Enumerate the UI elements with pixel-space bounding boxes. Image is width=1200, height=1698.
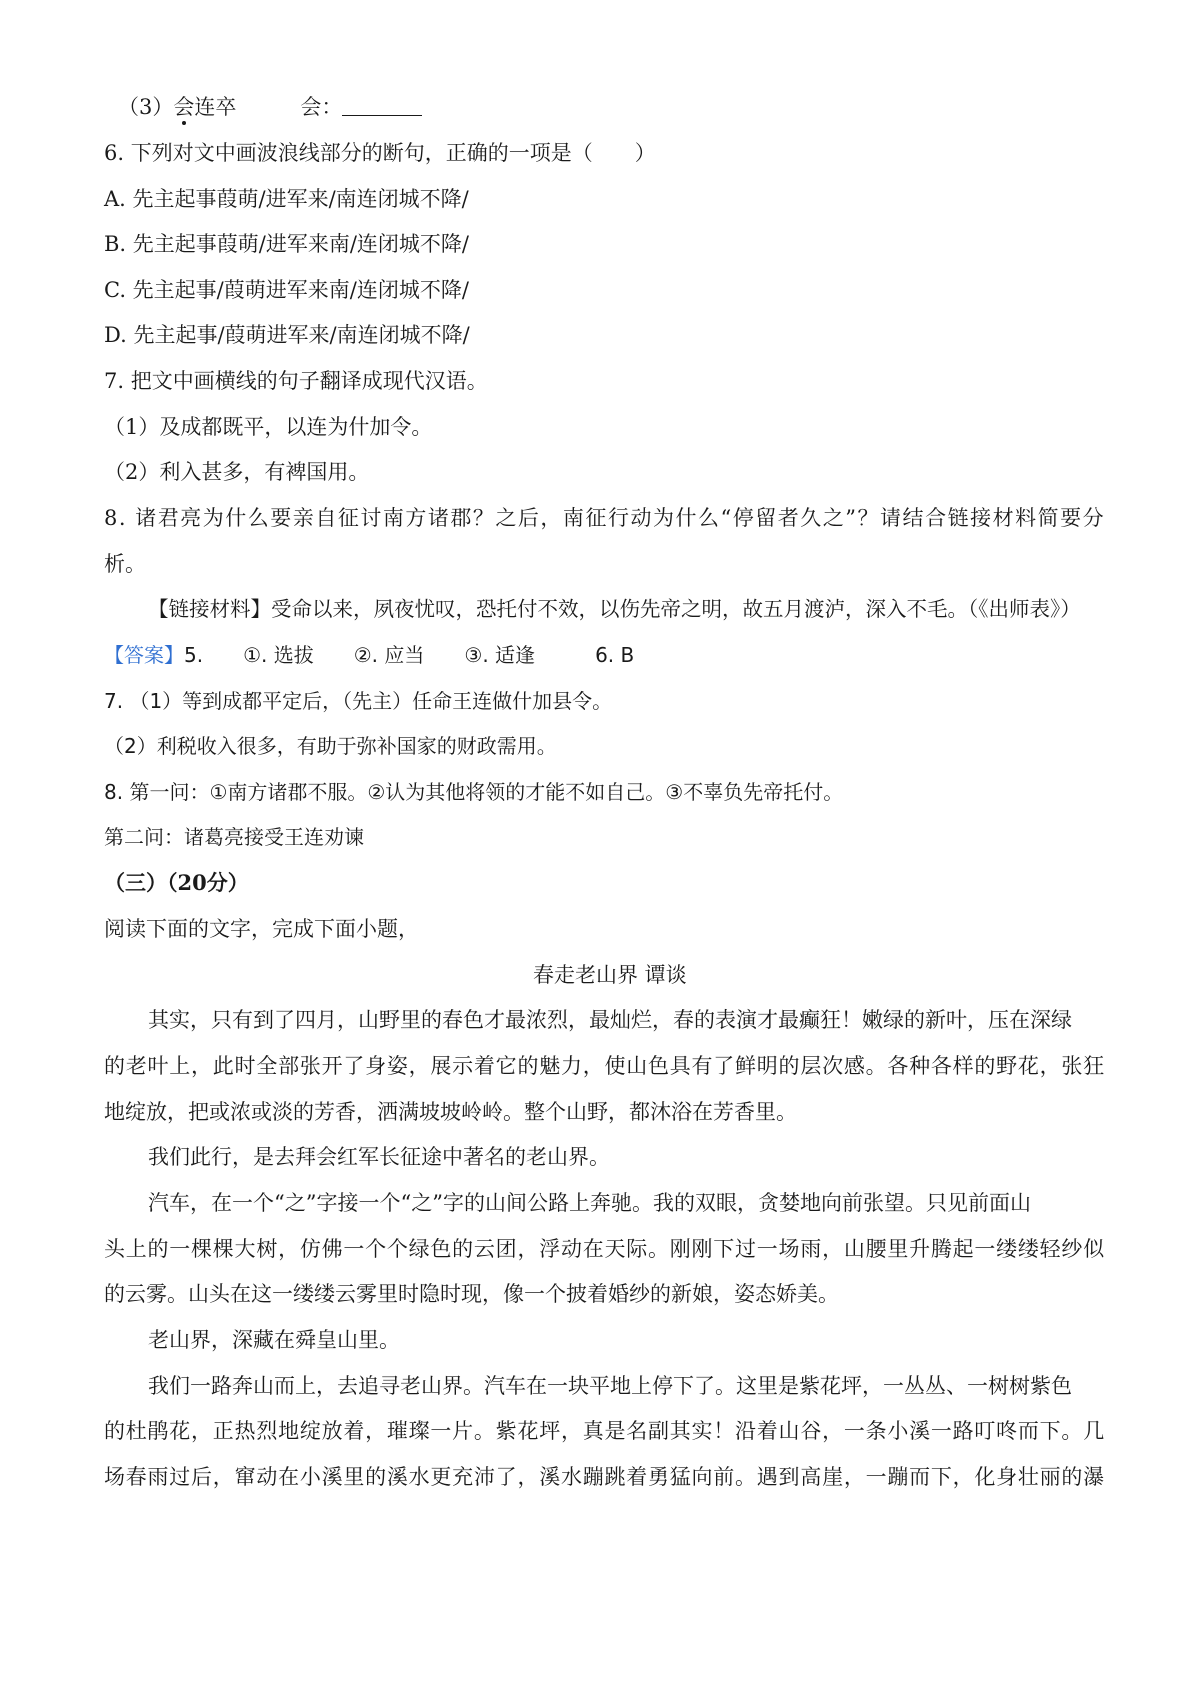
article-line: 老山界，深藏在舜皇山里。: [148, 1328, 400, 1352]
q6-option-a: A. 先主起事葭萌/进军来/南连闭城不降/: [104, 187, 469, 211]
section3-instruction: 阅读下面的文字，完成下面小题，: [104, 917, 419, 941]
q5-item3-word: 连卒: [194, 95, 237, 119]
section3-heading: （三）（20分）: [104, 870, 249, 895]
article-line: 的杜鹃花，正热烈地绽放着，璀璨一片。紫花坪，真是名副其实！沿着山谷，一条小溪一路叮咚而下。几: [104, 1419, 1105, 1443]
q5-item3-dotted-char: 会: [173, 95, 195, 119]
q8-stem-line1: 8. 诸君亮为什么要亲自征讨南方诸郡？之后，南征行动为什么“停留者久之”？请结合链接材料简要分: [104, 506, 1106, 530]
article-line: 汽车，在一个“之”字接一个“之”字的山间公路上奔驰。我的双眼，贪婪地向前张望。只见前面山: [148, 1191, 1031, 1215]
q6-stem: 6. 下列对文中画波浪线部分的断句，正确的一项是（ ）: [104, 141, 656, 165]
article-line: 头上的一棵棵大树，仿佛一个个绿色的云团，浮动在天际。刚刚下过一场雨，山腰里升腾起一缕缕轻纱似: [104, 1237, 1105, 1261]
q7-item2: （2）利入甚多，有裨国用。: [104, 460, 370, 484]
q6-option-b: B. 先主起事葭萌/进军来南/连闭城不降/: [104, 232, 470, 256]
q5-item3-label: 会：: [300, 95, 343, 119]
answer-q7-line1: 7. （1）等到成都平定后，（先主）任命王连做什加县令。: [104, 689, 613, 713]
article-line: 的云雾。山头在这一缕缕云雾里时隐时现，像一个披着婚纱的新娘，姿态娇美。: [104, 1282, 839, 1306]
q7-stem: 7. 把文中画横线的句子翻译成现代汉语。: [104, 369, 488, 393]
q5-item3-prefix: （3）: [118, 95, 174, 119]
answer-blank[interactable]: [342, 93, 422, 116]
answer-q5-part3: ③. 适逢: [464, 643, 536, 667]
answer-q6: 6. B: [595, 643, 635, 667]
answer-q5-number: 5.: [184, 643, 204, 667]
answer-q7-line2: （2）利税收入很多，有助于弥补国家的财政需用。: [104, 734, 557, 758]
q6-option-c: C. 先主起事/葭萌进军来南/连闭城不降/: [104, 278, 469, 302]
answer-q8-line2: 第二问：诸葛亮接受王连劝谏: [104, 825, 364, 849]
q6-option-d: D. 先主起事/葭萌进军来/南连闭城不降/: [104, 323, 470, 347]
article-title: 春走老山界 谭谈: [533, 963, 687, 987]
answer-label: 【答案】: [104, 643, 184, 667]
q8-stem-line2: 析。: [104, 552, 146, 576]
q5-item3: [118, 92, 422, 122]
article-line: 的老叶上，此时全部张开了身姿，展示着它的魅力，使山色具有了鲜明的层次感。各种各样的野花，张狂: [104, 1054, 1105, 1078]
answer-q5-part1: ①. 选拔: [243, 643, 314, 667]
q8-link-material: 【链接材料】受命以来，夙夜忧叹，恐托付不效，以伤先帝之明，故五月渡泸，深入不毛。（《出师表》）: [148, 597, 1081, 621]
article-line: 场春雨过后，窜动在小溪里的溪水更充沛了，溪水蹦跳着勇猛向前。遇到高崖，一蹦而下，化身壮丽的瀑: [104, 1465, 1105, 1489]
answer-q5-part2: ②. 应当: [353, 643, 425, 667]
answer-q8-line1: 8. 第一问：①南方诸郡不服。②认为其他将领的才能不如自己。③不辜负先帝托付。: [104, 780, 844, 804]
q7-item1: （1）及成都既平，以连为什加令。: [104, 415, 433, 439]
answer-line-1: [104, 640, 634, 670]
article-line: 地绽放，把或浓或淡的芳香，洒满坡坡岭岭。整个山野，都沐浴在芳香里。: [104, 1100, 797, 1124]
article-line: 其实，只有到了四月，山野里的春色才最浓烈，最灿烂，春的表演才最癫狂！嫩绿的新叶，压在深绿: [148, 1008, 1072, 1032]
article-line: 我们一路奔山而上，去追寻老山界。汽车在一块平地上停下了。这里是紫花坪，一丛丛、一树树紫色: [148, 1374, 1072, 1398]
article-line: 我们此行，是去拜会红军长征途中著名的老山界。: [148, 1145, 610, 1169]
